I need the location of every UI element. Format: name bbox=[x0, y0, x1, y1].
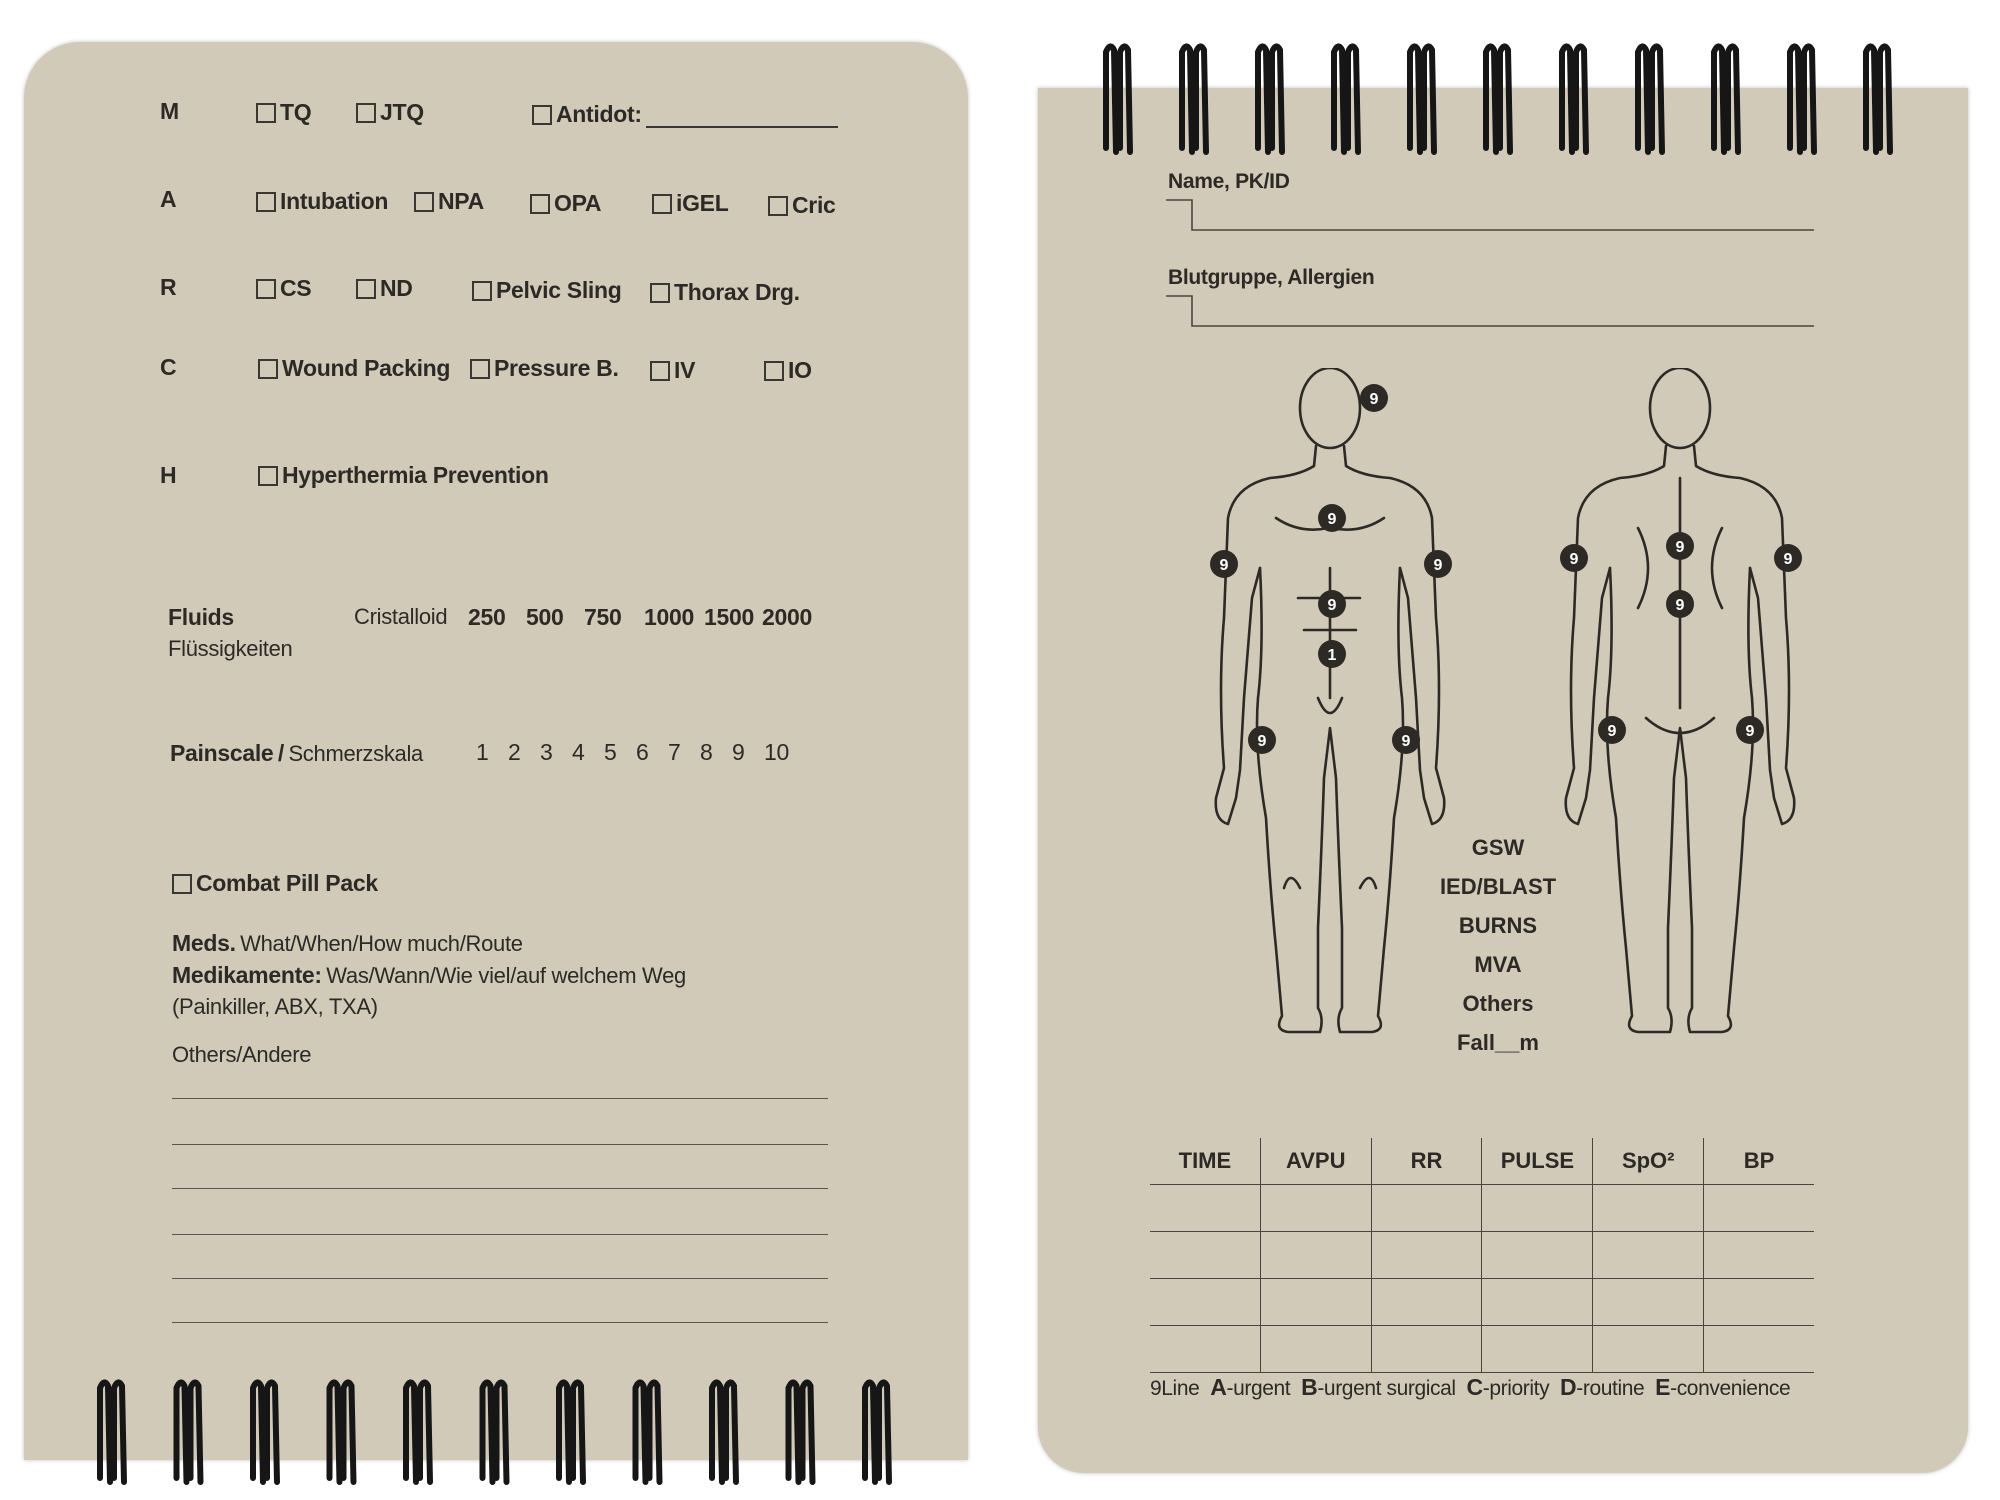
vitals-col-pulse: PULSE bbox=[1482, 1138, 1593, 1184]
nine-line-a-text: -urgent bbox=[1226, 1377, 1291, 1400]
marker-leg-right-front[interactable] bbox=[1248, 726, 1276, 754]
fluids-label: Fluids bbox=[168, 604, 234, 630]
spiral-coil bbox=[100, 1382, 124, 1482]
spiral-coil bbox=[1714, 46, 1738, 152]
marker-arm-right-front[interactable] bbox=[1210, 550, 1238, 578]
spiral-coil bbox=[1562, 46, 1586, 152]
vitals-cell[interactable] bbox=[1372, 1326, 1483, 1372]
row-letter-h: H bbox=[160, 462, 177, 488]
fluids-volume-1000[interactable]: 1000 bbox=[644, 604, 694, 630]
vitals-cell[interactable] bbox=[1261, 1279, 1372, 1325]
checkbox-pelvic-sling[interactable]: Pelvic Sling bbox=[472, 277, 622, 304]
checkbox-combat-pill-pack[interactable]: Combat Pill Pack bbox=[172, 870, 378, 897]
spiral-coil bbox=[789, 1382, 813, 1482]
svg-text:9: 9 bbox=[1433, 557, 1443, 574]
checkbox-io[interactable]: IO bbox=[764, 357, 812, 384]
checkbox-wound-packing[interactable]: Wound Packing bbox=[258, 355, 450, 382]
checkbox-box[interactable] bbox=[650, 283, 670, 303]
vitals-cell[interactable] bbox=[1704, 1232, 1814, 1278]
vitals-row bbox=[1150, 1326, 1814, 1373]
svg-text:9: 9 bbox=[1219, 557, 1229, 574]
spiral-coil bbox=[1106, 46, 1130, 152]
painscale-value[interactable]: 5 bbox=[604, 739, 617, 765]
checkbox-box[interactable] bbox=[652, 194, 672, 214]
spiral-coil bbox=[406, 1382, 430, 1482]
checkbox-intubation[interactable]: Intubation bbox=[256, 188, 388, 215]
notes-line[interactable] bbox=[172, 1188, 828, 1189]
vitals-cell[interactable] bbox=[1482, 1279, 1593, 1325]
notes-line[interactable] bbox=[172, 1144, 828, 1145]
meds-label: Meds. bbox=[172, 930, 236, 956]
nine-line-b-key: B bbox=[1301, 1374, 1318, 1400]
svg-text:9: 9 bbox=[1369, 391, 1379, 408]
marker-abdomen-front[interactable] bbox=[1318, 590, 1346, 618]
moi-mva[interactable]: MVA bbox=[1474, 952, 1522, 977]
vitals-cell[interactable] bbox=[1704, 1326, 1814, 1372]
name-id-label: Name, PK/ID bbox=[1168, 170, 1290, 193]
notes-line[interactable] bbox=[172, 1234, 828, 1235]
spiral-coil bbox=[1790, 46, 1814, 152]
checkbox-box[interactable] bbox=[768, 196, 788, 216]
checkbox-box[interactable] bbox=[256, 192, 276, 212]
nine-line-b-text: -urgent surgical bbox=[1317, 1377, 1456, 1400]
checkbox-iv[interactable]: IV bbox=[650, 357, 695, 384]
marker-chest-front[interactable] bbox=[1318, 504, 1346, 532]
vitals-cell[interactable] bbox=[1261, 1185, 1372, 1231]
vitals-cell[interactable] bbox=[1261, 1232, 1372, 1278]
nine-line-prefix: 9Line bbox=[1150, 1377, 1200, 1400]
painscale-label-group bbox=[170, 740, 423, 767]
nine-line-e-text: -convenience bbox=[1670, 1377, 1791, 1400]
vitals-cell[interactable] bbox=[1593, 1326, 1704, 1372]
spiral-binding-top bbox=[1096, 40, 1916, 164]
marker-back-upper[interactable] bbox=[1666, 532, 1694, 560]
checkbox-opa[interactable]: OPA bbox=[530, 190, 601, 217]
spiral-coil bbox=[1638, 46, 1662, 152]
blood-allergy-label: Blutgruppe, Allergien bbox=[1168, 266, 1375, 289]
checkbox-nd[interactable]: ND bbox=[356, 275, 413, 302]
vitals-cell[interactable] bbox=[1372, 1279, 1483, 1325]
checkbox-igel[interactable]: iGEL bbox=[652, 190, 728, 217]
checkbox-pressure-b[interactable]: Pressure B. bbox=[470, 355, 619, 382]
svg-text:1: 1 bbox=[1327, 647, 1337, 664]
spiral-coil bbox=[1410, 46, 1434, 152]
body-back-figure bbox=[1566, 368, 1795, 1032]
nine-line-d-text: -routine bbox=[1576, 1377, 1645, 1400]
meds-text-de: Was/Wann/Wie viel/auf welchem Weg bbox=[326, 963, 686, 988]
meds-line-en bbox=[172, 930, 523, 957]
marker-leg-left-back[interactable] bbox=[1598, 716, 1626, 744]
spiral-coil bbox=[712, 1382, 736, 1482]
name-id-line[interactable] bbox=[1166, 198, 1816, 234]
fluids-volume-2000[interactable]: 2000 bbox=[762, 604, 812, 630]
painscale-value[interactable]: 9 bbox=[732, 739, 745, 765]
fluids-volume-1500[interactable]: 1500 bbox=[704, 604, 754, 630]
svg-text:9: 9 bbox=[1257, 733, 1267, 750]
painscale-label-de: Schmerzskala bbox=[288, 741, 423, 766]
spiral-coil bbox=[330, 1382, 354, 1482]
others-label: Others/Andere bbox=[172, 1042, 312, 1067]
fluids-label-de: Flüssigkeiten bbox=[168, 636, 293, 661]
vitals-header-row bbox=[1150, 1138, 1814, 1185]
vitals-cell[interactable] bbox=[1150, 1279, 1261, 1325]
checkbox-box[interactable] bbox=[470, 359, 490, 379]
moi-others[interactable]: Others bbox=[1462, 991, 1534, 1016]
spiral-coil bbox=[1258, 46, 1282, 152]
marker-arm-left-front[interactable] bbox=[1424, 550, 1452, 578]
vitals-cell[interactable] bbox=[1704, 1279, 1814, 1325]
marker-back-lower[interactable] bbox=[1666, 590, 1694, 618]
spiral-coil bbox=[1866, 46, 1890, 152]
mechanism-of-injury-list bbox=[1438, 828, 1558, 1062]
vitals-cell[interactable] bbox=[1482, 1185, 1593, 1231]
nine-line-c-key: C bbox=[1466, 1374, 1483, 1400]
vitals-col-spo2: SpO² bbox=[1593, 1138, 1704, 1184]
vitals-cell[interactable] bbox=[1593, 1279, 1704, 1325]
painscale-value[interactable]: 2 bbox=[508, 739, 521, 765]
vitals-cell[interactable] bbox=[1150, 1326, 1261, 1372]
painscale-values bbox=[476, 739, 796, 766]
row-letter-r: R bbox=[160, 274, 177, 300]
marker-groin-front[interactable] bbox=[1318, 640, 1346, 668]
vitals-cell[interactable] bbox=[1704, 1185, 1814, 1231]
vitals-col-time: TIME bbox=[1150, 1138, 1261, 1184]
checkbox-thorax-drg[interactable]: Thorax Drg. bbox=[650, 279, 800, 306]
fluids-volume-750[interactable]: 750 bbox=[584, 604, 622, 630]
fluids-volume-500[interactable]: 500 bbox=[526, 604, 564, 630]
meds-text: What/When/How much/Route bbox=[240, 931, 523, 956]
spiral-coil bbox=[483, 1382, 507, 1482]
svg-text:9: 9 bbox=[1745, 723, 1755, 740]
notes-line[interactable] bbox=[172, 1098, 828, 1099]
nine-line-d-key: D bbox=[1560, 1374, 1577, 1400]
moi-ied-blast[interactable]: IED/BLAST bbox=[1439, 874, 1557, 899]
moi-gsw[interactable]: GSW bbox=[1471, 835, 1525, 860]
nine-line-a-key: A bbox=[1210, 1374, 1227, 1400]
checkbox-box[interactable] bbox=[764, 361, 784, 381]
spiral-coil bbox=[177, 1382, 201, 1482]
svg-text:9: 9 bbox=[1675, 539, 1685, 556]
svg-text:9: 9 bbox=[1401, 733, 1411, 750]
checkbox-box[interactable] bbox=[258, 466, 278, 486]
marker-leg-right-back[interactable] bbox=[1736, 716, 1764, 744]
painscale-value[interactable]: 8 bbox=[700, 739, 713, 765]
row-letter-m: M bbox=[160, 98, 180, 124]
checkbox-cric[interactable]: Cric bbox=[768, 192, 836, 219]
svg-text:9: 9 bbox=[1675, 597, 1685, 614]
checkbox-box[interactable] bbox=[650, 361, 670, 381]
spiral-coil bbox=[865, 1382, 889, 1482]
vitals-row bbox=[1150, 1232, 1814, 1279]
spiral-coil bbox=[1334, 46, 1358, 152]
fluids-volume-250[interactable]: 250 bbox=[468, 604, 506, 630]
painscale-label: Painscale bbox=[170, 740, 274, 766]
meds-line-de bbox=[172, 962, 686, 989]
nine-line-c-text: -priority bbox=[1482, 1377, 1550, 1400]
vitals-cell[interactable] bbox=[1593, 1185, 1704, 1231]
vitals-col-bp: BP bbox=[1743, 1148, 1775, 1173]
checkbox-hyperthermia-prevention[interactable]: Hyperthermia Prevention bbox=[258, 462, 549, 489]
checkbox-box[interactable] bbox=[258, 359, 278, 379]
vitals-cell[interactable] bbox=[1593, 1232, 1704, 1278]
vitals-body bbox=[1150, 1185, 1814, 1373]
vitals-table bbox=[1150, 1138, 1814, 1373]
svg-text:9: 9 bbox=[1783, 551, 1793, 568]
right-notebook-page bbox=[1038, 88, 1968, 1473]
spiral-coil bbox=[636, 1382, 660, 1482]
checkbox-box[interactable] bbox=[532, 105, 552, 125]
checkbox-box[interactable] bbox=[530, 194, 550, 214]
marker-arm-right-back[interactable] bbox=[1774, 544, 1802, 572]
nine-line-e-key: E bbox=[1655, 1374, 1671, 1400]
row-letter-a: A bbox=[160, 186, 177, 212]
svg-text:9: 9 bbox=[1327, 597, 1337, 614]
painscale-value[interactable]: 7 bbox=[668, 739, 681, 765]
row-letter-c: C bbox=[160, 354, 177, 380]
spiral-binding-bottom bbox=[90, 1376, 930, 1490]
vitals-cell[interactable] bbox=[1482, 1326, 1593, 1372]
checkbox-box[interactable] bbox=[356, 103, 376, 123]
vitals-cell[interactable] bbox=[1372, 1185, 1483, 1231]
body-front-figure bbox=[1216, 368, 1445, 1032]
checkbox-jtq[interactable]: JTQ bbox=[356, 99, 424, 126]
painscale-value[interactable]: 6 bbox=[636, 739, 649, 765]
notes-line[interactable] bbox=[172, 1322, 828, 1323]
meds-label-de: Medikamente: bbox=[172, 962, 322, 988]
painscale-separator: / bbox=[277, 740, 284, 766]
blood-allergy-line[interactable] bbox=[1166, 294, 1816, 330]
painscale-value[interactable]: 3 bbox=[540, 739, 553, 765]
marker-arm-left-back[interactable] bbox=[1560, 544, 1588, 572]
vitals-cell[interactable] bbox=[1372, 1232, 1483, 1278]
vitals-col-rr: RR bbox=[1372, 1138, 1483, 1184]
spiral-coil bbox=[1182, 46, 1206, 152]
checkbox-box[interactable] bbox=[356, 279, 376, 299]
checkbox-cs[interactable]: CS bbox=[256, 275, 311, 302]
spiral-coil bbox=[559, 1382, 583, 1482]
painscale-value[interactable]: 10 bbox=[764, 739, 789, 765]
vitals-cell[interactable] bbox=[1150, 1185, 1261, 1231]
checkbox-tq[interactable]: TQ bbox=[256, 99, 311, 126]
checkbox-box[interactable] bbox=[414, 192, 434, 212]
checkbox-box[interactable] bbox=[256, 279, 276, 299]
marker-head-front[interactable] bbox=[1360, 384, 1388, 412]
antidot-write-line[interactable] bbox=[646, 102, 838, 128]
notes-line[interactable] bbox=[172, 1278, 828, 1279]
moi-burns[interactable]: BURNS bbox=[1458, 913, 1538, 938]
svg-text:9: 9 bbox=[1607, 723, 1617, 740]
vitals-cell[interactable] bbox=[1261, 1326, 1372, 1372]
checkbox-antidot[interactable]: Antidot: bbox=[532, 101, 838, 128]
painscale-value[interactable]: 1 bbox=[476, 739, 489, 765]
fluids-type: Cristalloid bbox=[354, 604, 448, 629]
moi-fall[interactable]: Fall__m bbox=[1457, 1030, 1539, 1055]
checkbox-box[interactable] bbox=[256, 103, 276, 123]
spiral-coil bbox=[253, 1382, 277, 1482]
svg-text:9: 9 bbox=[1327, 511, 1337, 528]
vitals-cell[interactable] bbox=[1482, 1232, 1593, 1278]
nine-line-legend bbox=[1150, 1374, 1790, 1401]
checkbox-box[interactable] bbox=[172, 874, 192, 894]
vitals-row bbox=[1150, 1279, 1814, 1326]
meds-examples: (Painkiller, ABX, TXA) bbox=[172, 994, 378, 1019]
svg-text:9: 9 bbox=[1569, 551, 1579, 568]
checkbox-box[interactable] bbox=[472, 281, 492, 301]
vitals-row bbox=[1150, 1185, 1814, 1232]
vitals-col-avpu: AVPU bbox=[1261, 1138, 1372, 1184]
painscale-value[interactable]: 4 bbox=[572, 739, 585, 765]
left-notebook-page bbox=[24, 42, 968, 1460]
checkbox-npa[interactable]: NPA bbox=[414, 188, 484, 215]
vitals-cell[interactable] bbox=[1150, 1232, 1261, 1278]
marker-leg-left-front[interactable] bbox=[1392, 726, 1420, 754]
spiral-coil bbox=[1486, 46, 1510, 152]
